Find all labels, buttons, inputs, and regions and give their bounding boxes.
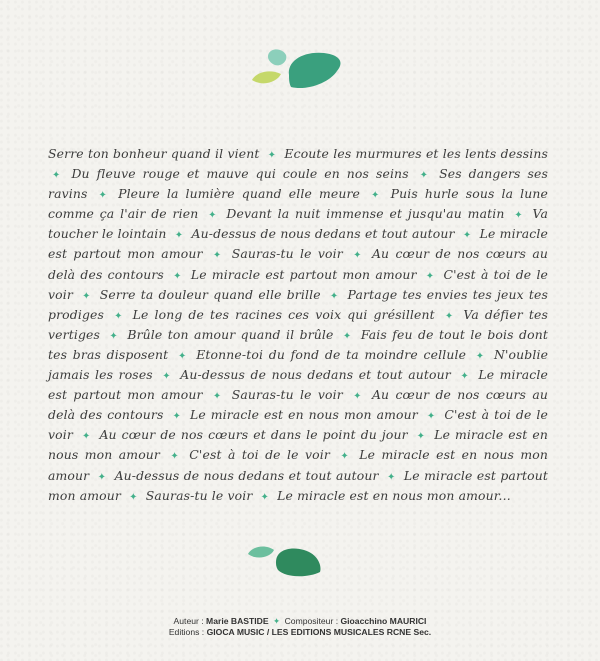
poem-line: Ecoute les murmures et les lents dessins <box>284 146 548 161</box>
separator-icon: ✦ <box>97 471 107 483</box>
separator-icon: ✦ <box>387 471 396 483</box>
separator-icon: ✦ <box>129 491 138 503</box>
poem-line: Au cœur de nos cœurs et dans le point du jour <box>99 427 408 443</box>
leaf-dark-icon <box>276 549 320 577</box>
author-label: Auteur : <box>173 616 204 626</box>
separator-icon: ✦ <box>52 170 61 182</box>
poem-line: Au-dessus de nous dedans et tout autour <box>191 226 455 242</box>
poem-line: Au-dessus de nous dedans et tout autour <box>180 367 451 383</box>
leaves-ornament-bottom <box>246 540 326 580</box>
poem-line: Le long de tes racines ces voix qui grésillent <box>132 306 435 322</box>
separator-icon: ✦ <box>81 431 91 443</box>
poem-line: Au cœur de nos cœurs au delà des contours <box>48 246 548 282</box>
poem-line: Au-dessus de nous dedans et tout autour <box>114 467 379 483</box>
separator-icon: ✦ <box>212 250 222 262</box>
separator-icon: ✦ <box>98 190 108 202</box>
poem-line: C'est à toi de le voir <box>48 407 549 443</box>
credits <box>0 616 600 638</box>
separator-icon: ✦ <box>353 391 362 403</box>
poem-line: Va toucher le lointain <box>48 206 549 242</box>
poem-line: Devant la nuit immense et jusqu'au matin <box>226 206 505 222</box>
poem-text <box>48 145 548 507</box>
separator-icon: ✦ <box>475 350 485 362</box>
separator-icon: ✦ <box>425 270 435 282</box>
poem-line: Puis hurle sous la lune comme ça l'air de rien <box>48 186 549 222</box>
leaf-lime-icon <box>252 71 281 83</box>
leaf-light-icon <box>248 547 274 558</box>
composer-label: Compositeur : <box>284 616 339 626</box>
separator-icon: ✦ <box>174 230 184 242</box>
separator-icon: ✦ <box>273 616 281 626</box>
editions-label: Editions : <box>168 627 205 637</box>
poem-line: C'est à toi de le voir <box>48 266 549 302</box>
separator-icon: ✦ <box>173 270 182 282</box>
separator-icon: ✦ <box>444 310 454 322</box>
separator-icon: ✦ <box>109 330 118 342</box>
poem-line: Fais feu de tout le bois dont tes bras disposent <box>48 326 548 362</box>
separator-icon: ✦ <box>178 350 187 362</box>
separator-icon: ✦ <box>371 190 380 202</box>
poem-line: Etonne-toi du fond de ta moindre cellule <box>196 346 467 362</box>
poem-line: C'est à toi de le voir <box>189 447 330 463</box>
poem-line: Partage tes envies tes jeux tes prodiges <box>48 286 549 322</box>
separator-icon: ✦ <box>462 230 472 242</box>
poem-line: Le miracle est partout mon amour <box>48 226 548 262</box>
separator-icon: ✦ <box>460 371 469 383</box>
poem-line: Pleure la lumière quand elle meure <box>118 186 361 202</box>
poem-line: Sauras-tu le voir <box>231 387 343 403</box>
separator-icon: ✦ <box>426 411 436 423</box>
separator-icon: ✦ <box>208 210 217 222</box>
poem-line: Le miracle est partout mon amour <box>190 266 417 282</box>
separator-icon: ✦ <box>170 451 179 463</box>
separator-icon: ✦ <box>212 391 222 403</box>
poem-line: Le miracle est en nous mon amour <box>48 427 549 463</box>
poem-line: Brûle ton amour quand il brûle <box>127 326 334 342</box>
editions-value: GIOCA MUSIC / LES EDITIONS MUSICALES RCNE Sec. <box>206 627 432 637</box>
separator-icon: ✦ <box>114 310 123 322</box>
poem-line: Serre ton bonheur quand il vient <box>48 146 260 161</box>
separator-icon: ✦ <box>267 150 277 161</box>
poem-line: Au cœur de nos cœurs au delà des contours <box>48 387 548 423</box>
separator-icon: ✦ <box>416 431 426 443</box>
separator-icon: ✦ <box>340 451 349 463</box>
separator-icon: ✦ <box>162 371 171 383</box>
poem-line: Le miracle est en nous mon amour <box>189 407 418 423</box>
poem-line: Sauras-tu le voir <box>231 246 343 262</box>
leaf-dark-icon <box>289 53 341 88</box>
poem-line: N'oublie jamais les roses <box>48 346 549 383</box>
poem-line: Le miracle est partout mon amour <box>48 367 548 403</box>
poem-line: Le miracle est en nous mon amour... <box>277 487 511 503</box>
poem-line: Le miracle est en nous mon amour <box>48 447 548 483</box>
separator-icon: ✦ <box>172 411 181 423</box>
composer-name: Gioacchino MAURICI <box>340 616 427 626</box>
poem-line: Va défier tes vertiges <box>48 306 548 342</box>
separator-icon: ✦ <box>419 170 429 182</box>
leaf-light-icon <box>268 49 286 65</box>
poem-line: Ses dangers ses ravins <box>48 166 548 202</box>
poem-line: Du fleuve rouge et mauve qui coule en nos seins <box>71 166 409 182</box>
separator-icon: ✦ <box>342 330 352 342</box>
separator-icon: ✦ <box>353 250 362 262</box>
poem-line: Le miracle est partout mon amour <box>48 467 549 503</box>
separator-icon: ✦ <box>329 290 339 302</box>
separator-icon: ✦ <box>82 290 91 302</box>
separator-icon: ✦ <box>260 491 270 503</box>
author-name: Marie BASTIDE <box>206 616 269 626</box>
poem-line: Serre ta douleur quand elle brille <box>99 286 321 302</box>
leaves-ornament-top <box>249 45 344 95</box>
credits-line-2 <box>0 627 600 638</box>
separator-icon: ✦ <box>514 210 523 222</box>
credits-line-1 <box>0 616 600 627</box>
poem-line: Sauras-tu le voir <box>145 487 253 503</box>
